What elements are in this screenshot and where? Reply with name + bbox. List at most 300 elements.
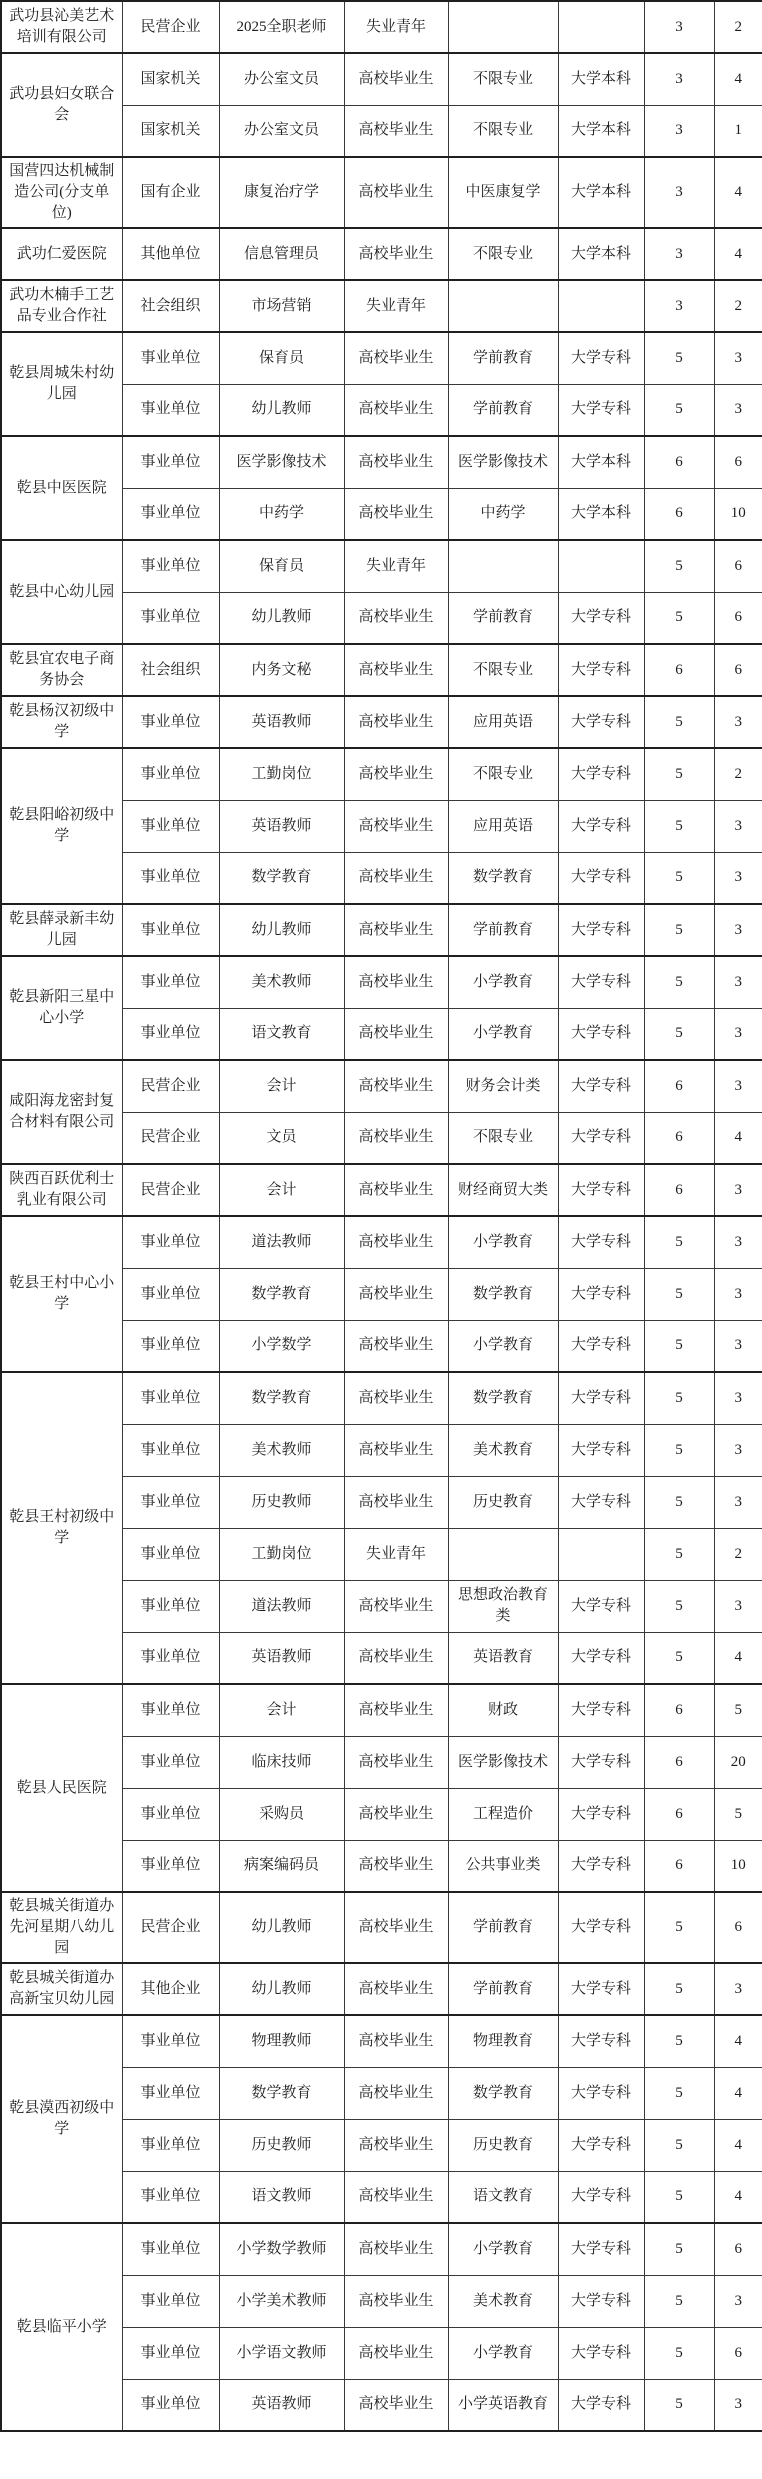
num2-cell: 6	[714, 592, 762, 644]
num1-cell: 3	[644, 228, 714, 280]
education-cell: 大学专科	[558, 1268, 644, 1320]
num2-cell: 6	[714, 540, 762, 592]
major-cell: 英语教育	[448, 1632, 558, 1684]
major-cell: 不限专业	[448, 1112, 558, 1164]
num2-cell: 3	[714, 1060, 762, 1112]
unit-type-cell: 事业单位	[122, 488, 219, 540]
num2-cell: 2	[714, 748, 762, 800]
education-cell: 大学专科	[558, 592, 644, 644]
num2-cell: 3	[714, 1268, 762, 1320]
num2-cell: 4	[714, 157, 762, 228]
employer-cell: 乾县人民医院	[1, 1684, 122, 1892]
education-cell: 大学专科	[558, 1320, 644, 1372]
target-group-cell: 高校毕业生	[344, 696, 448, 748]
major-cell: 不限专业	[448, 748, 558, 800]
position-cell: 幼儿教师	[219, 1963, 344, 2015]
position-cell: 康复治疗学	[219, 157, 344, 228]
major-cell: 小学教育	[448, 2327, 558, 2379]
target-group-cell: 高校毕业生	[344, 1632, 448, 1684]
position-cell: 中药学	[219, 488, 344, 540]
unit-type-cell: 事业单位	[122, 696, 219, 748]
unit-type-cell: 事业单位	[122, 540, 219, 592]
num2-cell: 4	[714, 2067, 762, 2119]
position-cell: 会计	[219, 1684, 344, 1736]
position-cell: 英语教师	[219, 696, 344, 748]
target-group-cell: 高校毕业生	[344, 384, 448, 436]
num1-cell: 5	[644, 2119, 714, 2171]
num1-cell: 5	[644, 2223, 714, 2275]
num2-cell: 4	[714, 2171, 762, 2223]
num1-cell: 6	[644, 436, 714, 488]
major-cell: 语文教育	[448, 2171, 558, 2223]
num1-cell: 5	[644, 1580, 714, 1632]
position-cell: 道法教师	[219, 1580, 344, 1632]
education-cell: 大学专科	[558, 800, 644, 852]
num1-cell: 5	[644, 1528, 714, 1580]
major-cell: 学前教育	[448, 904, 558, 956]
position-cell: 信息管理员	[219, 228, 344, 280]
education-cell: 大学本科	[558, 53, 644, 105]
table-row	[1, 540, 762, 592]
target-group-cell: 高校毕业生	[344, 852, 448, 904]
unit-type-cell: 事业单位	[122, 2119, 219, 2171]
table-row	[1, 157, 762, 228]
target-group-cell: 高校毕业生	[344, 53, 448, 105]
num1-cell: 5	[644, 592, 714, 644]
target-group-cell: 高校毕业生	[344, 644, 448, 696]
education-cell: 大学专科	[558, 852, 644, 904]
education-cell	[558, 1, 644, 53]
target-group-cell: 高校毕业生	[344, 2379, 448, 2431]
education-cell: 大学专科	[558, 644, 644, 696]
education-cell: 大学专科	[558, 1372, 644, 1424]
major-cell: 历史教育	[448, 1476, 558, 1528]
num1-cell: 5	[644, 2379, 714, 2431]
unit-type-cell: 民营企业	[122, 1060, 219, 1112]
major-cell: 美术教育	[448, 1424, 558, 1476]
num2-cell: 1	[714, 105, 762, 157]
position-cell: 保育员	[219, 332, 344, 384]
num2-cell: 3	[714, 2379, 762, 2431]
employer-cell: 乾县杨汉初级中学	[1, 696, 122, 748]
target-group-cell: 高校毕业生	[344, 1684, 448, 1736]
num2-cell: 3	[714, 384, 762, 436]
unit-type-cell: 事业单位	[122, 800, 219, 852]
unit-type-cell: 事业单位	[122, 1788, 219, 1840]
table-row	[1, 228, 762, 280]
num1-cell: 5	[644, 2015, 714, 2067]
num2-cell: 3	[714, 1476, 762, 1528]
position-cell: 数学教育	[219, 852, 344, 904]
education-cell: 大学专科	[558, 1060, 644, 1112]
target-group-cell: 高校毕业生	[344, 1008, 448, 1060]
position-cell: 病案编码员	[219, 1840, 344, 1892]
major-cell: 思想政治教育类	[448, 1580, 558, 1632]
num2-cell: 3	[714, 1008, 762, 1060]
education-cell: 大学专科	[558, 2015, 644, 2067]
employer-cell: 乾县城关街道办先河星期八幼儿园	[1, 1892, 122, 1963]
education-cell: 大学专科	[558, 332, 644, 384]
position-cell: 历史教师	[219, 2119, 344, 2171]
num1-cell: 5	[644, 540, 714, 592]
num1-cell: 5	[644, 384, 714, 436]
target-group-cell: 高校毕业生	[344, 1372, 448, 1424]
num1-cell: 5	[644, 1476, 714, 1528]
num1-cell: 5	[644, 852, 714, 904]
employer-cell: 乾县阳峪初级中学	[1, 748, 122, 904]
education-cell: 大学专科	[558, 904, 644, 956]
num1-cell: 3	[644, 157, 714, 228]
unit-type-cell: 事业单位	[122, 748, 219, 800]
major-cell: 财政	[448, 1684, 558, 1736]
position-cell: 英语教师	[219, 1632, 344, 1684]
major-cell: 数学教育	[448, 2067, 558, 2119]
num2-cell: 3	[714, 1424, 762, 1476]
num2-cell: 6	[714, 644, 762, 696]
major-cell	[448, 1528, 558, 1580]
education-cell: 大学专科	[558, 2275, 644, 2327]
position-cell: 2025全职老师	[219, 1, 344, 53]
education-cell: 大学本科	[558, 157, 644, 228]
education-cell: 大学专科	[558, 1684, 644, 1736]
num2-cell: 4	[714, 228, 762, 280]
education-cell: 大学专科	[558, 2119, 644, 2171]
num2-cell: 4	[714, 2119, 762, 2171]
employer-cell: 乾县王村中心小学	[1, 1216, 122, 1372]
employer-cell: 乾县漠西初级中学	[1, 2015, 122, 2223]
employer-cell: 乾县新阳三星中心小学	[1, 956, 122, 1060]
num1-cell: 5	[644, 2327, 714, 2379]
target-group-cell: 高校毕业生	[344, 1060, 448, 1112]
num1-cell: 6	[644, 1684, 714, 1736]
unit-type-cell: 事业单位	[122, 1320, 219, 1372]
position-cell: 语文教育	[219, 1008, 344, 1060]
num1-cell: 6	[644, 1112, 714, 1164]
target-group-cell: 高校毕业生	[344, 2327, 448, 2379]
position-cell: 市场营销	[219, 280, 344, 332]
num1-cell: 3	[644, 105, 714, 157]
unit-type-cell: 事业单位	[122, 2327, 219, 2379]
table-row	[1, 280, 762, 332]
position-cell: 小学数学	[219, 1320, 344, 1372]
num2-cell: 3	[714, 696, 762, 748]
major-cell: 不限专业	[448, 53, 558, 105]
major-cell: 学前教育	[448, 592, 558, 644]
target-group-cell: 高校毕业生	[344, 1963, 448, 2015]
num1-cell: 5	[644, 1320, 714, 1372]
position-cell: 英语教师	[219, 2379, 344, 2431]
num1-cell: 5	[644, 1424, 714, 1476]
unit-type-cell: 事业单位	[122, 1580, 219, 1632]
table-row	[1, 696, 762, 748]
num2-cell: 3	[714, 956, 762, 1008]
major-cell: 不限专业	[448, 644, 558, 696]
major-cell: 小学教育	[448, 1320, 558, 1372]
target-group-cell: 高校毕业生	[344, 1268, 448, 1320]
num1-cell: 6	[644, 1788, 714, 1840]
target-group-cell: 高校毕业生	[344, 748, 448, 800]
num2-cell: 3	[714, 1320, 762, 1372]
target-group-cell: 高校毕业生	[344, 105, 448, 157]
target-group-cell: 高校毕业生	[344, 2171, 448, 2223]
unit-type-cell: 事业单位	[122, 1008, 219, 1060]
table-row	[1, 1372, 762, 1424]
target-group-cell: 高校毕业生	[344, 1320, 448, 1372]
table-row	[1, 53, 762, 105]
major-cell: 小学教育	[448, 2223, 558, 2275]
major-cell: 数学教育	[448, 1372, 558, 1424]
employer-cell: 乾县中心幼儿园	[1, 540, 122, 644]
education-cell: 大学专科	[558, 2223, 644, 2275]
table-row	[1, 1, 762, 53]
major-cell: 公共事业类	[448, 1840, 558, 1892]
employer-cell: 乾县中医医院	[1, 436, 122, 540]
num2-cell: 3	[714, 800, 762, 852]
unit-type-cell: 事业单位	[122, 1736, 219, 1788]
num1-cell: 5	[644, 1632, 714, 1684]
position-cell: 语文教师	[219, 2171, 344, 2223]
education-cell: 大学专科	[558, 1008, 644, 1060]
table-row	[1, 2015, 762, 2067]
num1-cell: 3	[644, 1, 714, 53]
education-cell: 大学本科	[558, 228, 644, 280]
major-cell: 美术教育	[448, 2275, 558, 2327]
unit-type-cell: 事业单位	[122, 332, 219, 384]
num1-cell: 6	[644, 1736, 714, 1788]
unit-type-cell: 事业单位	[122, 1476, 219, 1528]
table-row	[1, 436, 762, 488]
target-group-cell: 高校毕业生	[344, 436, 448, 488]
table-row	[1, 1060, 762, 1112]
target-group-cell: 高校毕业生	[344, 1424, 448, 1476]
unit-type-cell: 社会组织	[122, 280, 219, 332]
num2-cell: 4	[714, 1632, 762, 1684]
major-cell: 学前教育	[448, 1892, 558, 1963]
major-cell: 不限专业	[448, 105, 558, 157]
employer-cell: 武功木楠手工艺品专业合作社	[1, 280, 122, 332]
num2-cell: 6	[714, 436, 762, 488]
position-cell: 数学教育	[219, 1372, 344, 1424]
position-cell: 工勤岗位	[219, 1528, 344, 1580]
table-row	[1, 904, 762, 956]
unit-type-cell: 社会组织	[122, 644, 219, 696]
position-cell: 小学美术教师	[219, 2275, 344, 2327]
num1-cell: 6	[644, 488, 714, 540]
education-cell: 大学专科	[558, 384, 644, 436]
unit-type-cell: 事业单位	[122, 2171, 219, 2223]
education-cell: 大学专科	[558, 2067, 644, 2119]
position-cell: 医学影像技术	[219, 436, 344, 488]
target-group-cell: 高校毕业生	[344, 1788, 448, 1840]
major-cell: 财务会计类	[448, 1060, 558, 1112]
unit-type-cell: 事业单位	[122, 2015, 219, 2067]
position-cell: 数学教育	[219, 1268, 344, 1320]
target-group-cell: 高校毕业生	[344, 1476, 448, 1528]
num1-cell: 5	[644, 748, 714, 800]
num1-cell: 6	[644, 1060, 714, 1112]
target-group-cell: 失业青年	[344, 1, 448, 53]
num1-cell: 5	[644, 2171, 714, 2223]
education-cell: 大学专科	[558, 1112, 644, 1164]
major-cell: 小学教育	[448, 1216, 558, 1268]
unit-type-cell: 民营企业	[122, 1, 219, 53]
num1-cell: 5	[644, 956, 714, 1008]
num2-cell: 2	[714, 280, 762, 332]
unit-type-cell: 事业单位	[122, 1632, 219, 1684]
unit-type-cell: 民营企业	[122, 1892, 219, 1963]
target-group-cell: 失业青年	[344, 1528, 448, 1580]
unit-type-cell: 国有企业	[122, 157, 219, 228]
table-row	[1, 644, 762, 696]
unit-type-cell: 民营企业	[122, 1112, 219, 1164]
education-cell	[558, 540, 644, 592]
unit-type-cell: 国家机关	[122, 53, 219, 105]
num2-cell: 3	[714, 2275, 762, 2327]
num1-cell: 5	[644, 904, 714, 956]
position-cell: 幼儿教师	[219, 592, 344, 644]
major-cell: 数学教育	[448, 852, 558, 904]
unit-type-cell: 事业单位	[122, 852, 219, 904]
major-cell: 小学英语教育	[448, 2379, 558, 2431]
unit-type-cell: 事业单位	[122, 1268, 219, 1320]
num1-cell: 5	[644, 800, 714, 852]
target-group-cell: 高校毕业生	[344, 1840, 448, 1892]
num2-cell: 10	[714, 1840, 762, 1892]
education-cell: 大学专科	[558, 696, 644, 748]
num2-cell: 3	[714, 1164, 762, 1216]
recruitment-table-body	[1, 1, 762, 2431]
employer-cell: 乾县周城朱村幼儿园	[1, 332, 122, 436]
num1-cell: 5	[644, 696, 714, 748]
education-cell: 大学本科	[558, 105, 644, 157]
major-cell: 学前教育	[448, 332, 558, 384]
major-cell: 学前教育	[448, 384, 558, 436]
position-cell: 道法教师	[219, 1216, 344, 1268]
major-cell: 中药学	[448, 488, 558, 540]
unit-type-cell: 事业单位	[122, 436, 219, 488]
major-cell: 应用英语	[448, 800, 558, 852]
target-group-cell: 高校毕业生	[344, 592, 448, 644]
education-cell: 大学专科	[558, 1736, 644, 1788]
education-cell: 大学专科	[558, 2379, 644, 2431]
major-cell: 医学影像技术	[448, 1736, 558, 1788]
num2-cell: 3	[714, 904, 762, 956]
unit-type-cell: 事业单位	[122, 1372, 219, 1424]
target-group-cell: 失业青年	[344, 540, 448, 592]
target-group-cell: 高校毕业生	[344, 1164, 448, 1216]
education-cell: 大学专科	[558, 1788, 644, 1840]
num1-cell: 5	[644, 2275, 714, 2327]
major-cell	[448, 1, 558, 53]
position-cell: 幼儿教师	[219, 1892, 344, 1963]
num1-cell: 5	[644, 1372, 714, 1424]
table-row	[1, 748, 762, 800]
major-cell: 不限专业	[448, 228, 558, 280]
num1-cell: 3	[644, 53, 714, 105]
num2-cell: 2	[714, 1528, 762, 1580]
unit-type-cell: 事业单位	[122, 956, 219, 1008]
education-cell: 大学本科	[558, 488, 644, 540]
position-cell: 幼儿教师	[219, 384, 344, 436]
employer-cell: 国营四达机械制造公司(分支单位)	[1, 157, 122, 228]
num2-cell: 3	[714, 332, 762, 384]
education-cell: 大学专科	[558, 1840, 644, 1892]
employer-cell: 陕西百跃优利士乳业有限公司	[1, 1164, 122, 1216]
employer-cell: 乾县城关街道办高新宝贝幼儿园	[1, 1963, 122, 2015]
target-group-cell: 失业青年	[344, 280, 448, 332]
education-cell	[558, 280, 644, 332]
num2-cell: 3	[714, 1216, 762, 1268]
education-cell: 大学专科	[558, 1476, 644, 1528]
target-group-cell: 高校毕业生	[344, 904, 448, 956]
major-cell: 学前教育	[448, 1963, 558, 2015]
position-cell: 小学数学教师	[219, 2223, 344, 2275]
education-cell: 大学本科	[558, 436, 644, 488]
unit-type-cell: 民营企业	[122, 1164, 219, 1216]
unit-type-cell: 事业单位	[122, 384, 219, 436]
table-row	[1, 2223, 762, 2275]
education-cell: 大学专科	[558, 1963, 644, 2015]
employer-cell: 武功县沁美艺术培训有限公司	[1, 1, 122, 53]
position-cell: 保育员	[219, 540, 344, 592]
num1-cell: 6	[644, 1840, 714, 1892]
unit-type-cell: 事业单位	[122, 2223, 219, 2275]
employer-cell: 乾县薛录新丰幼儿园	[1, 904, 122, 956]
education-cell: 大学专科	[558, 2171, 644, 2223]
position-cell: 文员	[219, 1112, 344, 1164]
position-cell: 幼儿教师	[219, 904, 344, 956]
num1-cell: 5	[644, 332, 714, 384]
num2-cell: 4	[714, 2015, 762, 2067]
major-cell: 小学教育	[448, 1008, 558, 1060]
position-cell: 临床技师	[219, 1736, 344, 1788]
unit-type-cell: 其他企业	[122, 1963, 219, 2015]
unit-type-cell: 事业单位	[122, 2275, 219, 2327]
num2-cell: 3	[714, 1372, 762, 1424]
major-cell	[448, 540, 558, 592]
num1-cell: 5	[644, 1268, 714, 1320]
major-cell: 应用英语	[448, 696, 558, 748]
target-group-cell: 高校毕业生	[344, 228, 448, 280]
table-row	[1, 1164, 762, 1216]
position-cell: 小学语文教师	[219, 2327, 344, 2379]
employer-cell: 乾县王村初级中学	[1, 1372, 122, 1684]
employer-cell: 武功仁爱医院	[1, 228, 122, 280]
education-cell: 大学专科	[558, 748, 644, 800]
employer-cell: 乾县宜农电子商务协会	[1, 644, 122, 696]
num2-cell: 3	[714, 852, 762, 904]
major-cell: 历史教育	[448, 2119, 558, 2171]
target-group-cell: 高校毕业生	[344, 488, 448, 540]
target-group-cell: 高校毕业生	[344, 2119, 448, 2171]
education-cell: 大学专科	[558, 1632, 644, 1684]
target-group-cell: 高校毕业生	[344, 2015, 448, 2067]
num1-cell: 5	[644, 1008, 714, 1060]
target-group-cell: 高校毕业生	[344, 2275, 448, 2327]
position-cell: 工勤岗位	[219, 748, 344, 800]
unit-type-cell: 事业单位	[122, 1528, 219, 1580]
position-cell: 数学教育	[219, 2067, 344, 2119]
num2-cell: 6	[714, 1892, 762, 1963]
position-cell: 会计	[219, 1164, 344, 1216]
num2-cell: 6	[714, 2223, 762, 2275]
major-cell: 中医康复学	[448, 157, 558, 228]
num1-cell: 6	[644, 1164, 714, 1216]
table-row	[1, 1892, 762, 1963]
education-cell: 大学专科	[558, 1892, 644, 1963]
education-cell: 大学专科	[558, 956, 644, 1008]
unit-type-cell: 事业单位	[122, 592, 219, 644]
